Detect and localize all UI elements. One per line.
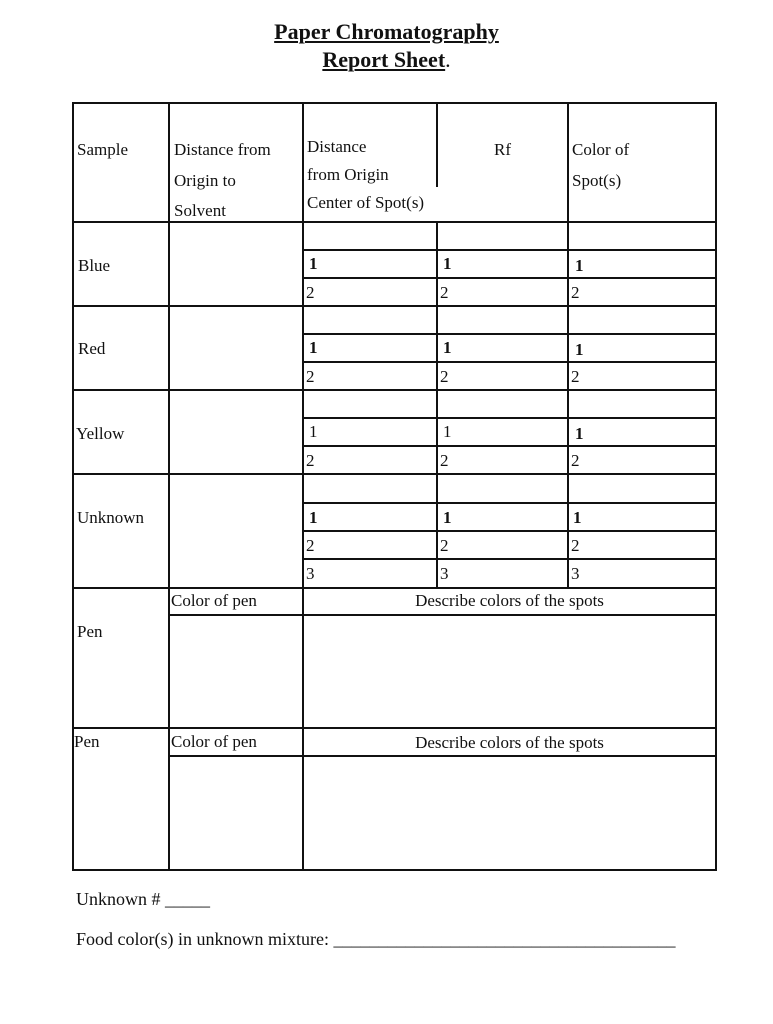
red-distance-spot-2[interactable]: 2	[306, 367, 315, 386]
red-rf-spot-2[interactable]: 2	[440, 367, 449, 386]
subrow-divider	[302, 277, 717, 279]
pen-2-color-label: Color of pen	[171, 732, 257, 751]
unknown-rf-spot-2[interactable]: 2	[440, 536, 449, 555]
header-rf: Rf	[494, 140, 511, 159]
subrow-divider	[302, 249, 717, 251]
unknown-distance-spot-3[interactable]: 3	[306, 564, 315, 583]
subrow-divider	[302, 530, 717, 532]
pen-2-describe-label: Describe colors of the spots	[415, 733, 604, 752]
header-distance-solvent-line1: Distance from	[174, 140, 271, 159]
pen-1-label: Pen	[77, 622, 103, 641]
unknown-color-spot-2[interactable]: 2	[571, 536, 580, 555]
group-divider-pen1	[72, 587, 717, 589]
col-divider-4	[567, 102, 569, 588]
pen-1-describe-input[interactable]	[304, 616, 715, 727]
unknown-color-spot-1[interactable]: 1	[573, 508, 582, 527]
header-distance-spot-line2: from Origin	[307, 165, 389, 184]
sample-name-blue: Blue	[78, 256, 111, 275]
unknown-number-field	[76, 888, 210, 910]
unknown-distance-spot-1[interactable]: 1	[309, 508, 318, 527]
distance-solvent-input-yellow[interactable]	[170, 391, 302, 473]
distance-solvent-input-red[interactable]	[170, 307, 302, 389]
group-divider-pen2	[72, 727, 717, 729]
blue-color-spot-1[interactable]: 1	[575, 256, 584, 275]
food-colors-field	[76, 928, 675, 950]
red-color-spot-2[interactable]: 2	[571, 367, 580, 386]
yellow-distance-spot-2[interactable]: 2	[306, 451, 315, 470]
col-divider-3-header	[436, 102, 438, 187]
subrow-divider	[302, 333, 717, 335]
blue-color-spot-2[interactable]: 2	[571, 283, 580, 302]
group-divider-yellow	[72, 389, 717, 391]
food-colors-blank[interactable]: ______________________________________	[333, 929, 676, 949]
header-color-line2: Spot(s)	[572, 171, 622, 190]
group-divider-unknown	[72, 473, 717, 475]
unknown-rf-spot-3[interactable]: 3	[440, 564, 449, 583]
subrow-divider	[302, 502, 717, 504]
yellow-color-spot-1[interactable]: 1	[575, 424, 584, 443]
distance-solvent-input-blue[interactable]	[170, 223, 302, 305]
blue-rf-spot-1[interactable]: 1	[443, 254, 452, 273]
blue-distance-spot-2[interactable]: 2	[306, 283, 315, 302]
header-distance-solvent-line3: Solvent	[174, 201, 226, 220]
pen-1-describe-label: Describe colors of the spots	[415, 591, 604, 610]
subrow-divider	[302, 558, 717, 560]
sample-name-red: Red	[78, 339, 106, 358]
distance-solvent-input-unknown[interactable]	[170, 475, 302, 587]
page-subtitle: Report Sheet.	[322, 47, 451, 72]
title-line-1: Paper Chromatography	[274, 19, 499, 44]
page-title	[0, 19, 773, 45]
food-colors-label: Food color(s) in unknown mixture:	[76, 929, 329, 949]
red-color-spot-1[interactable]: 1	[575, 340, 584, 359]
sample-name-yellow: Yellow	[76, 424, 125, 443]
sample-name-unknown: Unknown	[77, 508, 145, 527]
unknown-distance-spot-2[interactable]: 2	[306, 536, 315, 555]
blue-distance-spot-1[interactable]: 1	[309, 254, 318, 273]
header-distance-spot-line3: Center of Spot(s)	[307, 193, 425, 212]
pen-2-describe-input[interactable]	[304, 757, 715, 869]
header-distance-solvent-line2: Origin to	[174, 171, 236, 190]
header-divider	[72, 221, 717, 223]
title-line-2: Report Sheet	[322, 47, 446, 72]
yellow-color-spot-2[interactable]: 2	[571, 451, 580, 470]
header-sample: Sample	[77, 140, 128, 159]
yellow-rf-spot-1[interactable]: 1	[443, 422, 452, 441]
unknown-color-spot-3[interactable]: 3	[571, 564, 580, 583]
pen-1-color-input[interactable]	[170, 616, 302, 727]
blue-rf-spot-2[interactable]: 2	[440, 283, 449, 302]
subrow-divider	[302, 417, 717, 419]
subrow-divider	[302, 445, 717, 447]
yellow-rf-spot-2[interactable]: 2	[440, 451, 449, 470]
pen-1-color-label: Color of pen	[171, 591, 257, 610]
pen-2-color-input[interactable]	[170, 757, 302, 869]
unknown-number-blank[interactable]: _____	[165, 889, 210, 909]
header-color-line1: Color of	[572, 140, 630, 159]
unknown-number-label: Unknown #	[76, 889, 161, 909]
pen-2-label: Pen	[74, 732, 100, 751]
header-distance-spot-line1: Distance	[307, 137, 367, 156]
red-rf-spot-1[interactable]: 1	[443, 338, 452, 357]
unknown-rf-spot-1[interactable]: 1	[443, 508, 452, 527]
red-distance-spot-1[interactable]: 1	[309, 338, 318, 357]
table-border-left	[72, 102, 74, 871]
subrow-divider	[302, 361, 717, 363]
group-divider-red	[72, 305, 717, 307]
yellow-distance-spot-1[interactable]: 1	[309, 422, 318, 441]
